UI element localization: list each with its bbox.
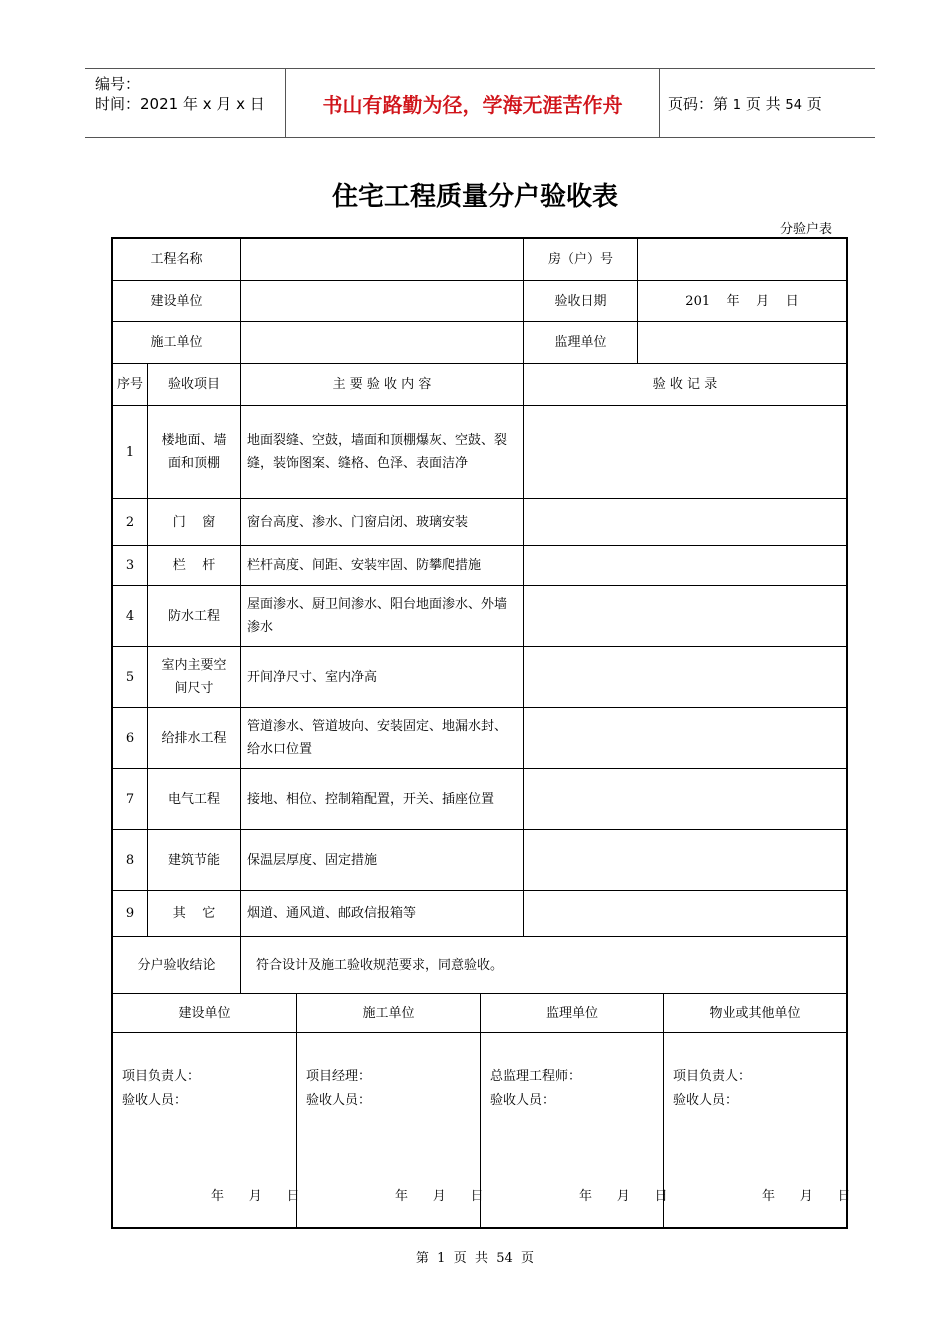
col-seq-header: 序号 (116, 377, 143, 392)
page-code (660, 93, 822, 114)
row-item: 门 窗 (172, 514, 216, 530)
builder-label: 建设单位 (150, 293, 203, 309)
row-seq: 4 (125, 608, 135, 624)
header-motto-cell (285, 69, 660, 137)
signature-unit-header: 建设单位 (178, 1005, 231, 1021)
row-content: 保温层厚度、固定措施 (247, 852, 378, 868)
page-title: 住宅工程质量分户验收表 (331, 182, 618, 212)
col-record-header: 验 收 记 录 (652, 377, 718, 392)
col-item-header: 验收项目 (167, 377, 220, 392)
signature-role-label: 项目负责人： (122, 1069, 201, 1084)
conclusion-text[interactable]: 符合设计及施工验收规范要求，同意验收。 (256, 957, 504, 973)
signature-date[interactable]: 年 月 日 (395, 1189, 484, 1204)
row-content: 窗台高度、渗水、门窗启闭、玻璃安装 (247, 514, 469, 530)
row-record[interactable] (524, 708, 846, 768)
signature-inspector-label: 验收人员： (673, 1093, 739, 1108)
row-content: 开间净尺寸、室内净高 (247, 669, 378, 685)
time-label: 时间：2021 年 x 月 x 日 (95, 95, 265, 113)
signature-unit-header: 监理单位 (545, 1005, 598, 1021)
house-no-label: 房（户）号 (547, 252, 613, 267)
row-content: 管道渗水、管道坡向、安装固定、地漏水封、给水口位置 (247, 719, 508, 757)
row-content: 地面裂缝、空鼓，墙面和顶棚爆灰、空鼓、裂缝，装饰图案、缝格、色泽、表面洁净 (247, 433, 508, 471)
page-code-suffix: 页 (806, 94, 822, 113)
header-page-code (660, 69, 875, 137)
row-item: 栏 杆 (172, 558, 216, 573)
page-code-total: 54 (785, 97, 802, 113)
constructor-field[interactable] (241, 322, 523, 363)
acceptance-form (111, 237, 851, 1229)
row-item: 室内主要空间尺寸 (161, 658, 227, 696)
row-seq: 7 (125, 791, 135, 807)
signature-unit-header: 物业或其他单位 (709, 1005, 801, 1021)
project-name-field[interactable] (241, 239, 523, 280)
row-content: 栏杆高度、间距、安装牢固、防攀爬措施 (247, 558, 482, 573)
signature-inspector-label: 验收人员： (306, 1093, 372, 1108)
row-content: 烟道、通风道、邮政信报箱等 (247, 906, 417, 921)
row-item: 其 它 (172, 906, 216, 921)
row-record[interactable] (524, 891, 846, 936)
row-item: 建筑节能 (167, 852, 220, 868)
motto-text: 书山有路勤为径，学海无涯苦作舟 (322, 92, 623, 117)
row-record[interactable] (524, 546, 846, 585)
signature-date[interactable]: 年 月 日 (579, 1189, 668, 1204)
row-seq: 6 (125, 730, 135, 746)
row-record[interactable] (524, 769, 846, 829)
signature-date[interactable]: 年 月 日 (762, 1189, 851, 1204)
signature-role-label: 项目负责人： (673, 1069, 752, 1084)
row-item: 防水工程 (167, 608, 220, 624)
row-item: 电气工程 (167, 791, 220, 807)
signature-role-label: 总监理工程师： (490, 1069, 582, 1084)
row-item: 楼地面、墙面和顶棚 (161, 433, 227, 471)
row-record[interactable] (524, 647, 846, 707)
signature-inspector-label: 验收人员： (490, 1093, 556, 1108)
row-content: 接地、相位、控制箱配置，开关、插座位置 (247, 791, 495, 807)
signature-role-label: 项目经理： (306, 1069, 372, 1084)
signature-inspector-label: 验收人员： (122, 1093, 188, 1108)
accept-date-label: 验收日期 (554, 293, 607, 309)
page-code-prefix: 页码：第 (668, 94, 729, 113)
row-record[interactable] (524, 406, 846, 498)
builder-field[interactable] (241, 281, 523, 321)
row-seq: 5 (125, 669, 135, 685)
constructor-label: 施工单位 (150, 335, 203, 350)
document-header (85, 68, 875, 138)
row-record[interactable] (524, 830, 846, 890)
row-item: 给排水工程 (161, 730, 227, 746)
row-seq: 1 (125, 444, 135, 460)
row-seq: 9 (125, 906, 135, 921)
row-record[interactable] (524, 499, 846, 545)
header-meta (85, 69, 285, 137)
house-no-field[interactable] (638, 239, 846, 280)
accept-date-field[interactable]: 201 年 月 日 (685, 293, 799, 309)
row-seq: 8 (125, 852, 135, 868)
row-record[interactable] (524, 586, 846, 646)
form-subtitle: 分验户表 (779, 222, 832, 237)
row-content: 屋面渗水、厨卫间渗水、阳台地面渗水、外墙渗水 (247, 597, 508, 635)
signature-date[interactable]: 年 月 日 (211, 1189, 300, 1204)
row-seq: 3 (125, 558, 135, 573)
conclusion-label: 分户验收结论 (137, 957, 216, 973)
col-content-header: 主 要 验 收 内 容 (332, 377, 432, 392)
project-name-label: 工程名称 (150, 252, 203, 267)
row-seq: 2 (125, 514, 135, 530)
supervisor-label: 监理单位 (554, 335, 607, 350)
page-footer: 第 1 页 共 54 页 (415, 1251, 535, 1266)
signature-unit-header: 施工单位 (362, 1005, 415, 1021)
page-code-mid: 页 共 (745, 94, 781, 113)
supervisor-field[interactable] (638, 322, 846, 363)
page-code-current: 1 (732, 97, 742, 113)
number-label: 编号： (95, 75, 141, 93)
